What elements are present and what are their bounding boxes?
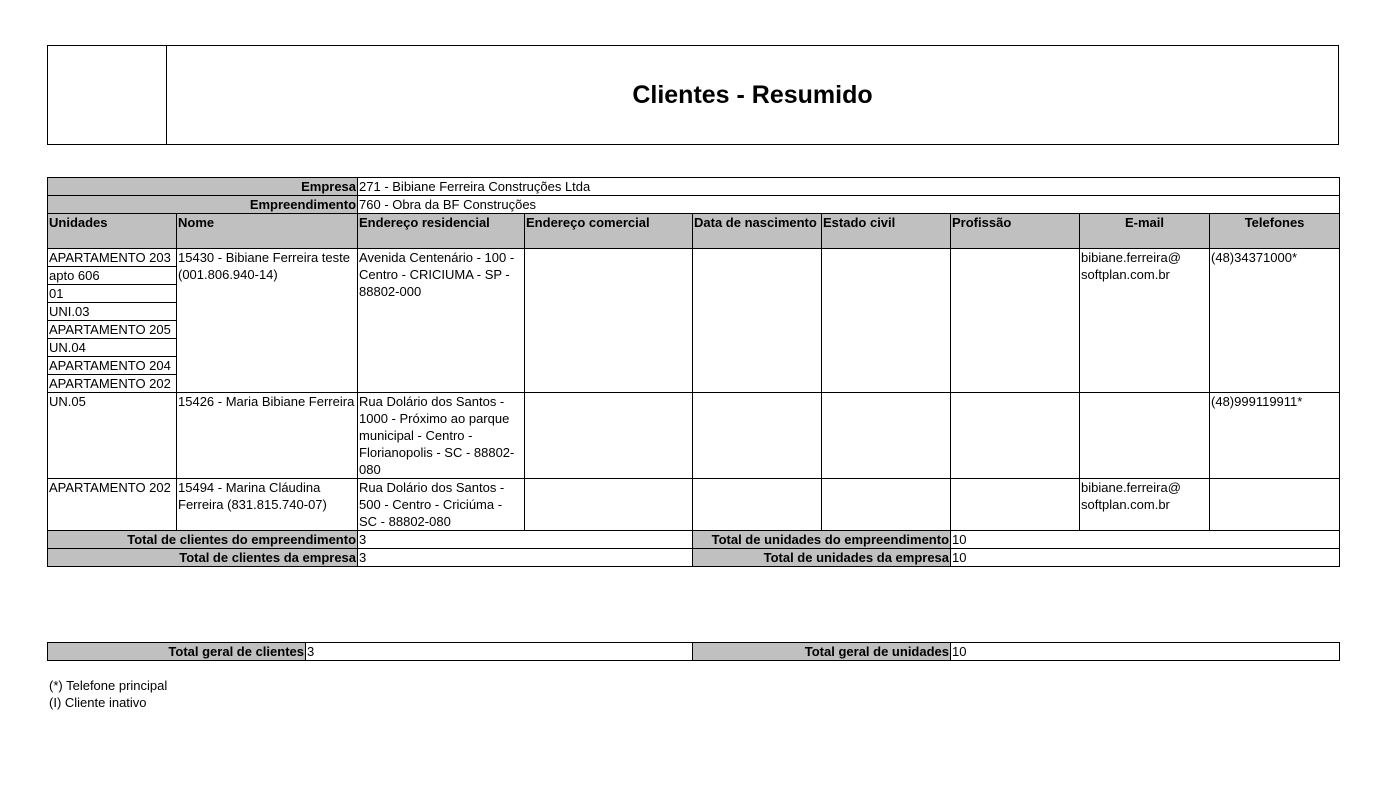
total-geral-unidades-label: Total geral de unidades <box>693 643 951 661</box>
column-header-row <box>48 214 1340 249</box>
cell-estado-civil <box>822 479 951 531</box>
totals-row-2 <box>48 549 1340 567</box>
unit-item: UN.04 <box>48 339 176 357</box>
empresa-label: Empresa <box>48 178 358 196</box>
total-geral-clientes-label: Total geral de clientes <box>48 643 306 661</box>
cell-unidades <box>48 249 177 393</box>
filter-empresa-row <box>48 178 1340 196</box>
total-unidades-empresa-value: 10 <box>951 549 1340 567</box>
empresa-value: 271 - Bibiane Ferreira Construções Ltda <box>358 178 1340 196</box>
unit-item: APARTAMENTO 202 <box>49 376 171 391</box>
cell-profissao <box>951 393 1080 479</box>
cell-telefones <box>1210 479 1340 531</box>
total-clientes-empreendimento-value: 3 <box>358 531 693 549</box>
col-nome: Nome <box>177 214 358 249</box>
title-cell <box>167 46 1338 144</box>
cell-endereco-comercial <box>525 393 693 479</box>
general-totals-table <box>47 642 1340 661</box>
unit-item: 01 <box>48 285 176 303</box>
cell-estado-civil <box>822 393 951 479</box>
total-geral-unidades-value: 10 <box>951 643 1340 661</box>
empreendimento-value: 760 - Obra da BF Construções <box>358 196 1340 214</box>
cell-nome: 15426 - Maria Bibiane Ferreira <box>177 393 358 479</box>
unit-item: UNI.03 <box>48 303 176 321</box>
cell-email: bibiane.ferreira@ softplan.com.br <box>1080 479 1210 531</box>
total-clientes-empresa-label: Total de clientes da empresa <box>48 549 358 567</box>
cell-nome: 15494 - Marina Cláudina Ferreira (831.815.740-07) <box>177 479 358 531</box>
col-endereco-comercial: Endereço comercial <box>525 214 693 249</box>
col-data-nascimento: Data de nascimento <box>693 214 822 249</box>
total-geral-clientes-value: 3 <box>306 643 693 661</box>
footnotes <box>49 677 167 711</box>
cell-profissao <box>951 249 1080 393</box>
cell-unidades <box>48 393 177 479</box>
total-clientes-empreendimento-label: Total de clientes do empreendimento <box>48 531 358 549</box>
total-unidades-empreendimento-label: Total de unidades do empreendimento <box>693 531 951 549</box>
report-title: Clientes - Resumido <box>632 80 873 109</box>
unit-item: APARTAMENTO 203 <box>48 249 176 267</box>
col-email: E-mail <box>1080 214 1210 249</box>
client-row <box>48 249 1340 393</box>
totals-row-1 <box>48 531 1340 549</box>
unit-item: apto 606 <box>48 267 176 285</box>
client-row <box>48 393 1340 479</box>
client-row <box>48 479 1340 531</box>
cell-data-nascimento <box>693 393 822 479</box>
unit-item: UN.05 <box>49 394 86 409</box>
col-unidades: Unidades <box>48 214 177 249</box>
clients-table <box>47 177 1340 567</box>
cell-telefones: (48)999119911* <box>1210 393 1340 479</box>
cell-endereco-residencial: Rua Dolário dos Santos - 500 - Centro - Criciúma - SC - 88802-080 <box>358 479 525 531</box>
footnote-telefone-principal: (*) Telefone principal <box>49 678 168 693</box>
cell-email: bibiane.ferreira@ softplan.com.br <box>1080 249 1210 393</box>
cell-unidades <box>48 479 177 531</box>
logo-placeholder <box>48 46 167 144</box>
filter-empreendimento-row <box>48 196 1340 214</box>
cell-endereco-residencial: Rua Dolário dos Santos - 1000 - Próximo ao parque municipal - Centro - Florianopolis - SC - 88802-080 <box>358 393 525 479</box>
total-unidades-empresa-label: Total de unidades da empresa <box>693 549 951 567</box>
total-unidades-empreendimento-value: 10 <box>951 531 1340 549</box>
empreendimento-label: Empreendimento <box>48 196 358 214</box>
general-totals-row <box>48 643 1340 661</box>
cell-nome: 15430 - Bibiane Ferreira teste (001.806.940-14) <box>177 249 358 393</box>
cell-email <box>1080 393 1210 479</box>
cell-profissao <box>951 479 1080 531</box>
cell-telefones: (48)34371000* <box>1210 249 1340 393</box>
cell-data-nascimento <box>693 479 822 531</box>
cell-estado-civil <box>822 249 951 393</box>
total-clientes-empresa-value: 3 <box>358 549 693 567</box>
cell-endereco-comercial <box>525 249 693 393</box>
col-profissao: Profissão <box>951 214 1080 249</box>
cell-endereco-comercial <box>525 479 693 531</box>
unit-item: APARTAMENTO 205 <box>48 321 176 339</box>
col-telefones: Telefones <box>1210 214 1340 249</box>
cell-data-nascimento <box>693 249 822 393</box>
report-header <box>47 45 1339 145</box>
col-estado-civil: Estado civil <box>822 214 951 249</box>
unit-item: APARTAMENTO 202 <box>49 480 171 495</box>
col-endereco-residencial: Endereço residencial <box>358 214 525 249</box>
cell-endereco-residencial: Avenida Centenário - 100 - Centro - CRICIUMA - SP - 88802-000 <box>358 249 525 393</box>
footnote-cliente-inativo: (I) Cliente inativo <box>49 695 147 710</box>
unit-item: APARTAMENTO 204 <box>48 357 176 375</box>
